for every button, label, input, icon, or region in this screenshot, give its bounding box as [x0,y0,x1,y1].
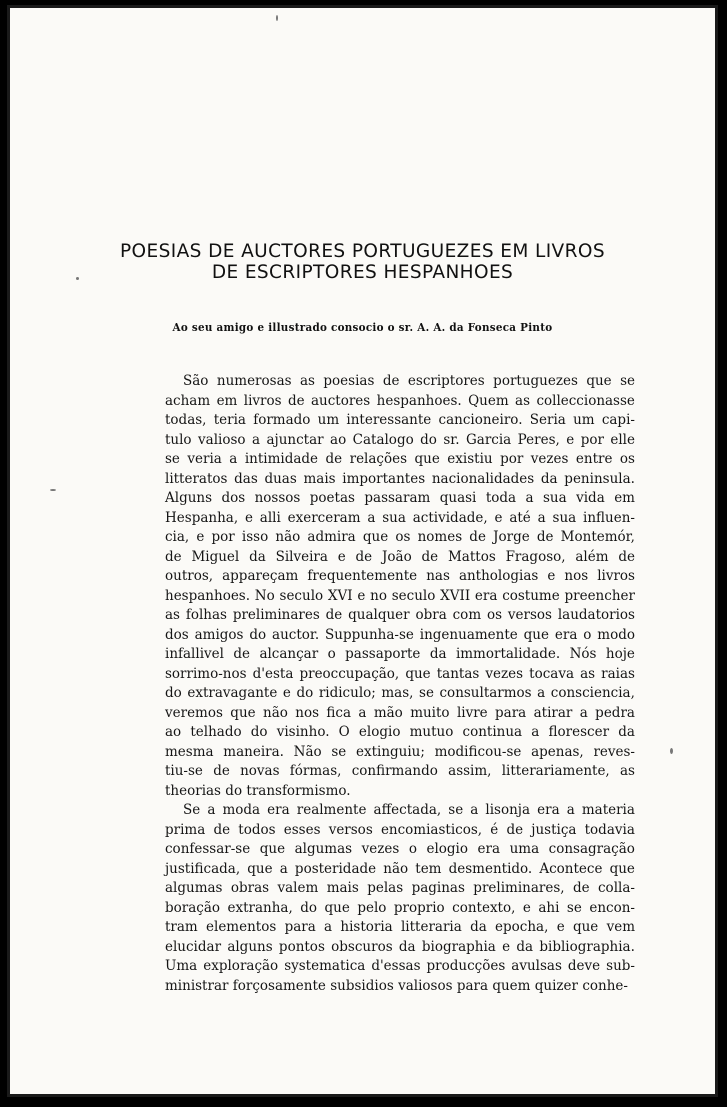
body-line: ao telhado do visinho. O elogio mutuo continua a florescer da [165,724,635,740]
body-line: todas, teria formado um interessante cancioneiro. Seria um capi- [165,412,635,428]
body-line: ministrar forçosamente subsidios valiosos para quem quizer conhe- [165,977,628,994]
body-line: dos amigos do auctor. Suppunha-se ingenuamente que era o modo [165,626,635,643]
body-line: mesma maneira. Não se extinguiu; modificou-se apenas, reves- [165,743,635,760]
body-text [165,372,635,996]
body-line: Hespanha, e alli exerceram a sua actividade, e até a sua influen- [165,509,635,526]
body-line: do extravagante e do ridiculo; mas, se consultarmos a consciencia, [165,685,635,701]
body-line: tiu-se de novas fórmas, confirmando assim, litterariamente, as [165,763,635,779]
body-line: Se a moda era realmente affectada, se a lisonja era a materia [183,802,635,818]
body-line: theorias do transformismo. [165,782,351,799]
page-title [10,241,715,283]
body-line: tram elementos para a historia litteraria da epocha, e que vem [165,919,635,935]
body-line: veremos que não nos fica a mão muito livre para atirar a pedra [165,704,635,721]
scan-speck [276,15,278,21]
body-line: confessar-se que algumas vezes o elogio era uma consagração [165,841,635,857]
body-line: elucidar alguns pontos obscuros da biographia e da bibliographia. [165,938,635,955]
title-line-1: POESIAS DE AUCTORES PORTUGUEZES EM LIVROS [120,241,605,262]
title-line-2: DE ESCRIPTORES HESPANHOES [211,262,514,283]
body-line: São numerosas as poesias de escriptores portuguezes que se [183,373,635,389]
body-line: algumas obras valem mais pelas paginas preliminares, de colla- [165,880,635,896]
body-line: Uma exploração systematica d'essas producções avulsas deve sub- [165,958,635,974]
body-line: litteratos das duas mais importantes nacionalidades da peninsula. [165,470,635,487]
body-line: tulo valioso a ajunctar ao Catalogo do sr. Garcia Peres, e por elle [165,431,635,448]
body-line: cia, e por isso não admira que os nomes de Jorge de Montemór, [165,529,635,545]
body-line: boração extranha, do que pelo proprio contexto, e ahi se encon- [165,899,635,916]
body-line: prima de todos esses versos encomiasticos, é de justiça todavia [165,821,635,838]
body-line: sorrimo-nos d'esta preoccupação, que tantas vezes tocava as raias [165,665,635,682]
body-line: hespanhoes. No seculo XVI e no seculo XVII era costume preencher [165,587,635,604]
body-line: justificada, que a posteridade não tem desmentido. Acontece que [165,860,635,877]
body-line: infallivel de alcançar o passaporte da immortalidade. Nós hoje [165,646,635,662]
body-line: Alguns dos nossos poetas passaram quasi toda a sua vida em [165,490,635,506]
scan-speck [76,277,79,280]
document-page [7,5,718,1097]
body-line: outros, appareçam frequentemente nas anthologias e nos livros [165,568,635,584]
body-line: as folhas preliminares de qualquer obra com os versos laudatorios [165,607,635,623]
body-line: de Miguel da Silveira e de João de Mattos Fragoso, além de [165,548,635,565]
scan-speck [50,489,56,491]
dedication: Ao seu amigo e illustrado consocio o sr. A. A. da Fonseca Pinto [172,320,553,334]
body-line: acham em livros de auctores hespanhoes. Quem as colleccionasse [165,392,635,409]
body-line: se veria a intimidade de relações que existiu por vezes entre os [165,451,635,467]
scan-speck [670,748,673,754]
